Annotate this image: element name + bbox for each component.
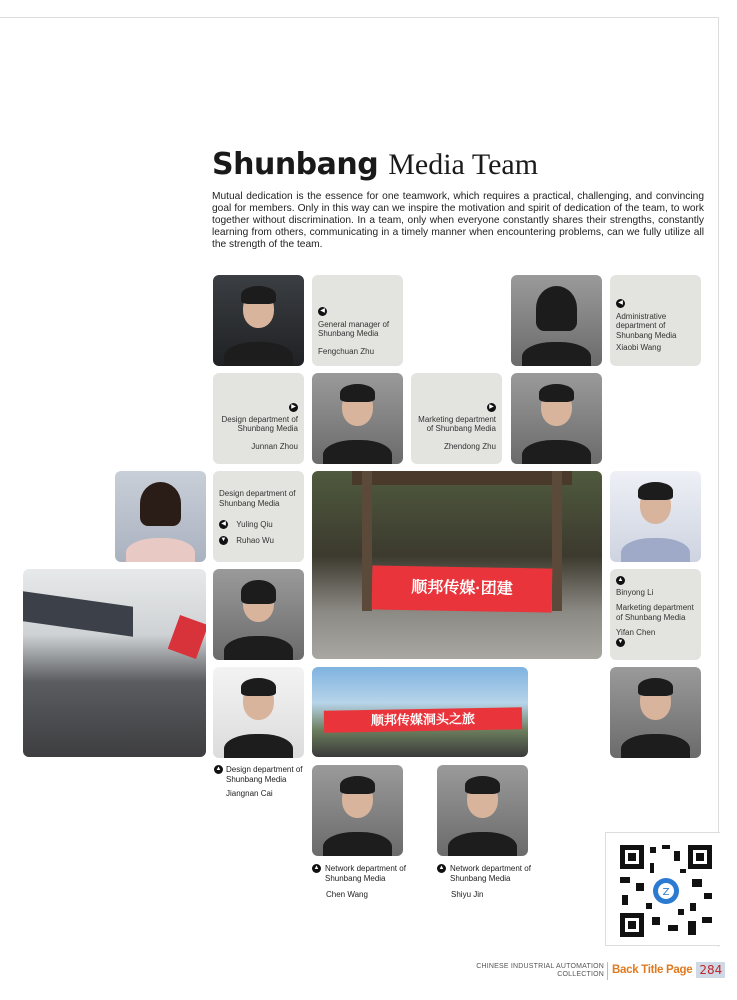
member-dept: General manager of Shunbang Media bbox=[318, 319, 390, 338]
member-name: Zhendong Zhu bbox=[443, 441, 496, 451]
member-line bbox=[219, 536, 298, 546]
member-name: Shiyu Jin bbox=[451, 890, 484, 899]
qr-code[interactable] bbox=[605, 832, 720, 946]
svg-text:Z: Z bbox=[662, 887, 670, 898]
arrow-up-icon: ▲ bbox=[313, 865, 320, 871]
qr-code-pattern bbox=[606, 833, 719, 945]
member-name: Xiaobi Wang bbox=[616, 343, 662, 352]
intro-paragraph: Mutual dedication is the essence for one teamwork, which requires a practical, challenging, and convincing goal for members. Only in this way can we inspire the motivation and spirit of dedication of the team, to work together without discrimination. In a team, only when everyone constantly shares their strengths, constantly learning from others, communicating in a timely manner when encountering problems, can we fully utilize all the strength of the team. bbox=[212, 191, 704, 250]
banner-text: 顺邦传媒洞头之旅 bbox=[324, 707, 522, 732]
member-name: Chen Wang bbox=[326, 890, 368, 899]
member-dept: Marketing department of Shunbang Media bbox=[616, 603, 694, 622]
member-name: Yuling Qiu bbox=[236, 520, 273, 529]
publication-line: CHINESE INDUSTRIAL AUTOMATION bbox=[476, 963, 604, 970]
banner-text: 顺邦传媒·团建 bbox=[372, 565, 553, 612]
footer-section bbox=[612, 962, 725, 978]
member-card-xiaobi-wang bbox=[610, 275, 701, 366]
member-caption-shiyu-jin bbox=[437, 864, 547, 900]
portrait-binyong-li bbox=[610, 471, 701, 562]
member-name: Jiangnan Cai bbox=[226, 789, 273, 798]
section-title: Back Title Page bbox=[612, 964, 693, 976]
member-line bbox=[219, 520, 298, 530]
member-dept: Design department of Shunbang Media bbox=[221, 414, 298, 433]
title-bold: Shunbang bbox=[212, 147, 379, 182]
footer-divider bbox=[607, 962, 608, 980]
member-card-yuling-qiu bbox=[213, 471, 304, 562]
member-card-junnan-zhou bbox=[213, 373, 304, 464]
portrait-junnan-zhou bbox=[312, 373, 403, 464]
portrait-yifan-chen bbox=[610, 667, 701, 758]
arrow-right-icon: ▶ bbox=[487, 403, 496, 412]
arrow-left-icon: ◀ bbox=[219, 520, 228, 529]
member-dept: Design department of Shunbang Media bbox=[226, 765, 303, 784]
member-card-binyong-li bbox=[610, 569, 701, 660]
group-outdoor-photo bbox=[23, 569, 206, 757]
arrow-left-icon: ◀ bbox=[318, 307, 327, 316]
member-name: Fengchuan Zhu bbox=[318, 346, 375, 356]
publication-name bbox=[476, 963, 604, 979]
page-number: 284 bbox=[696, 962, 725, 978]
arrow-up-icon: ▲ bbox=[438, 865, 445, 871]
member-card-fengchuan-zhu bbox=[312, 275, 403, 366]
member-caption-jiangnan-cai bbox=[214, 765, 309, 799]
portrait-jiangnan-cai bbox=[213, 667, 304, 758]
publication-line: COLLECTION bbox=[557, 971, 604, 978]
arrow-down-icon: ▼ bbox=[220, 536, 227, 543]
team-building-photo bbox=[312, 471, 602, 659]
member-dept: Marketing department of Shunbang Media bbox=[418, 414, 496, 433]
member-name: Yifan Chen bbox=[616, 628, 656, 637]
portrait-yuling-qiu bbox=[115, 471, 206, 562]
member-card-zhendong-zhu bbox=[411, 373, 502, 464]
title-serif: Media Team bbox=[388, 148, 539, 181]
page-title bbox=[212, 147, 538, 182]
member-name: Junnan Zhou bbox=[251, 441, 298, 451]
portrait-ruhao-wu bbox=[213, 569, 304, 660]
arrow-up-icon: ▲ bbox=[617, 577, 624, 584]
member-dept: Administrative department of Shunbang Media bbox=[616, 311, 677, 340]
portrait-fengchuan-zhu bbox=[213, 275, 304, 366]
member-name: Binyong Li bbox=[616, 587, 654, 597]
arrow-up-icon: ▲ bbox=[215, 766, 222, 772]
arrow-right-icon: ▶ bbox=[289, 403, 298, 412]
portrait-zhendong-zhu bbox=[511, 373, 602, 464]
member-name: Ruhao Wu bbox=[236, 535, 274, 545]
portrait-chen-wang bbox=[312, 765, 403, 856]
member-dept: Network department of Shunbang Media bbox=[325, 864, 406, 883]
trip-banner-photo bbox=[312, 667, 528, 757]
member-dept: Network department of Shunbang Media bbox=[450, 864, 531, 883]
portrait-shiyu-jin bbox=[437, 765, 528, 856]
member-caption-chen-wang bbox=[312, 864, 422, 900]
arrow-left-icon: ◀ bbox=[616, 299, 625, 308]
arrow-down-icon: ▼ bbox=[617, 638, 624, 645]
member-dept: Design department of Shunbang Media bbox=[219, 489, 296, 508]
portrait-xiaobi-wang bbox=[511, 275, 602, 366]
